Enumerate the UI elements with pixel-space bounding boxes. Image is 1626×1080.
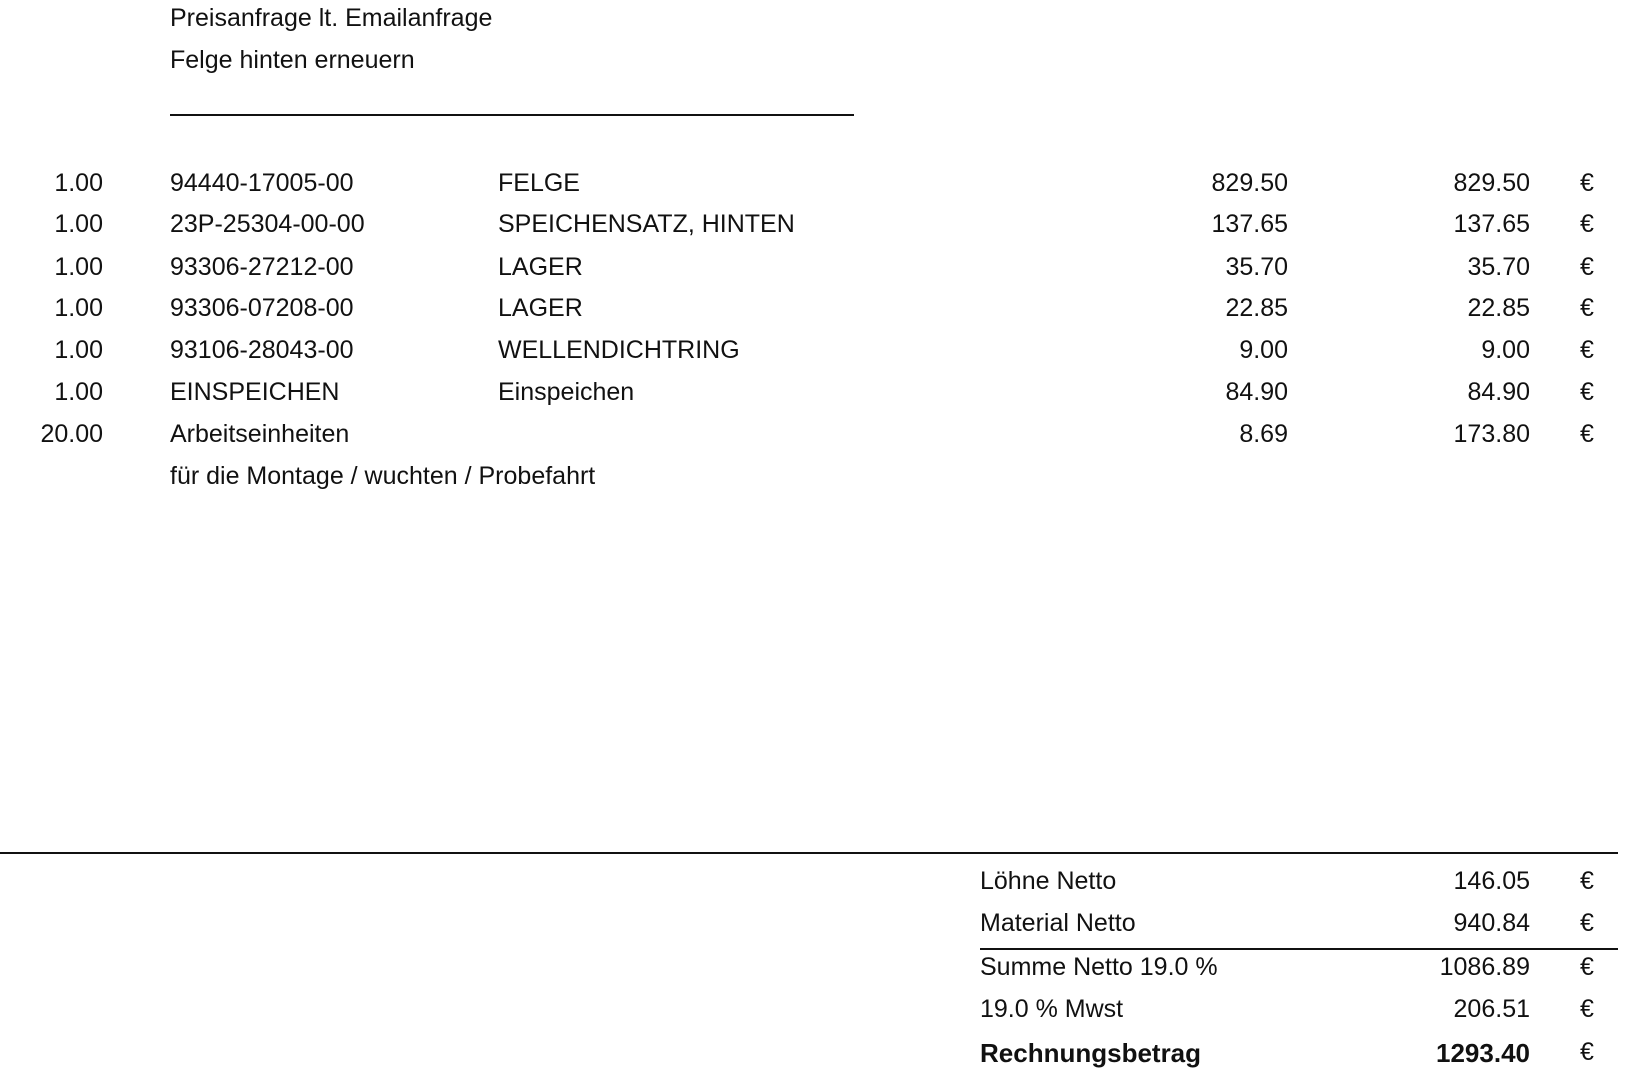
item-article: 94440-17005-00 (170, 169, 354, 197)
summary-value: 206.51 (1453, 995, 1530, 1023)
item-unit-price: 22.85 (1225, 294, 1288, 322)
table-row (0, 378, 1626, 408)
item-currency: € (1580, 253, 1594, 281)
item-total: 9.00 (1481, 336, 1530, 364)
item-description: LAGER (498, 253, 583, 281)
item-description: Einspeichen (498, 378, 635, 406)
job-description: Felge hinten erneuern (170, 46, 415, 74)
item-article: 23P-25304-00-00 (170, 210, 365, 238)
summary-row-net-total (0, 953, 1626, 983)
item-description: LAGER (498, 294, 583, 322)
item-unit-price: 137.65 (1211, 210, 1288, 238)
summary-label: 19.0 % Mwst (980, 995, 1124, 1023)
summary-currency: € (1580, 909, 1594, 937)
item-total: 84.90 (1467, 378, 1530, 406)
item-currency: € (1580, 378, 1594, 406)
item-total: 35.70 (1467, 253, 1530, 281)
invoice-total-label: Rechnungsbetrag (980, 1038, 1202, 1068)
item-currency: € (1580, 336, 1594, 364)
summary-row-material (0, 909, 1626, 939)
item-qty: 1.00 (54, 336, 103, 364)
summary-label: Summe Netto 19.0 % (980, 953, 1218, 981)
item-total: 829.50 (1453, 169, 1530, 197)
item-unit-price: 35.70 (1225, 253, 1288, 281)
summary-label: Material Netto (980, 909, 1136, 937)
item-article: 93306-27212-00 (170, 253, 354, 281)
item-article: 93306-07208-00 (170, 294, 354, 322)
item-article: Arbeitseinheiten (170, 420, 350, 448)
item-total: 173.80 (1453, 420, 1530, 448)
summary-row-labor (0, 867, 1626, 897)
item-currency: € (1580, 420, 1594, 448)
item-qty: 20.00 (40, 420, 103, 448)
item-currency: € (1580, 210, 1594, 238)
summary-label: Löhne Netto (980, 867, 1117, 895)
summary-value: 1086.89 (1439, 953, 1530, 981)
header-separator (170, 114, 854, 116)
item-article: EINSPEICHEN (170, 378, 340, 406)
table-row (0, 336, 1626, 366)
item-unit-price: 8.69 (1239, 420, 1288, 448)
summary-row-vat (0, 995, 1626, 1025)
labor-note: für die Montage / wuchten / Probefahrt (170, 462, 596, 490)
request-reference: Preisanfrage lt. Emailanfrage (170, 4, 493, 32)
item-qty: 1.00 (54, 378, 103, 406)
item-description: SPEICHENSATZ, HINTEN (498, 210, 795, 238)
item-qty: 1.00 (54, 210, 103, 238)
summary-currency: € (1580, 995, 1594, 1023)
item-article: 93106-28043-00 (170, 336, 354, 364)
summary-value: 146.05 (1453, 867, 1530, 895)
item-description: FELGE (498, 169, 580, 197)
item-unit-price: 84.90 (1225, 378, 1288, 406)
footer-divider (0, 852, 1618, 854)
item-currency: € (1580, 294, 1594, 322)
item-total: 137.65 (1453, 210, 1530, 238)
summary-row-invoice-total (0, 1038, 1626, 1068)
item-description: WELLENDICHTRING (498, 336, 740, 364)
summary-currency: € (1580, 867, 1594, 895)
item-unit-price: 9.00 (1239, 336, 1288, 364)
invoice-total-value: 1293.40 (1436, 1038, 1530, 1068)
table-row (0, 169, 1626, 199)
summary-currency: € (1580, 953, 1594, 981)
item-currency: € (1580, 169, 1594, 197)
summary-divider (980, 948, 1618, 950)
item-qty: 1.00 (54, 169, 103, 197)
table-row (0, 210, 1626, 240)
table-row (0, 253, 1626, 283)
table-row (0, 294, 1626, 324)
summary-currency: € (1580, 1038, 1594, 1066)
item-qty: 1.00 (54, 253, 103, 281)
item-qty: 1.00 (54, 294, 103, 322)
table-row (0, 420, 1626, 450)
item-unit-price: 829.50 (1211, 169, 1288, 197)
item-total: 22.85 (1467, 294, 1530, 322)
summary-value: 940.84 (1453, 909, 1530, 937)
